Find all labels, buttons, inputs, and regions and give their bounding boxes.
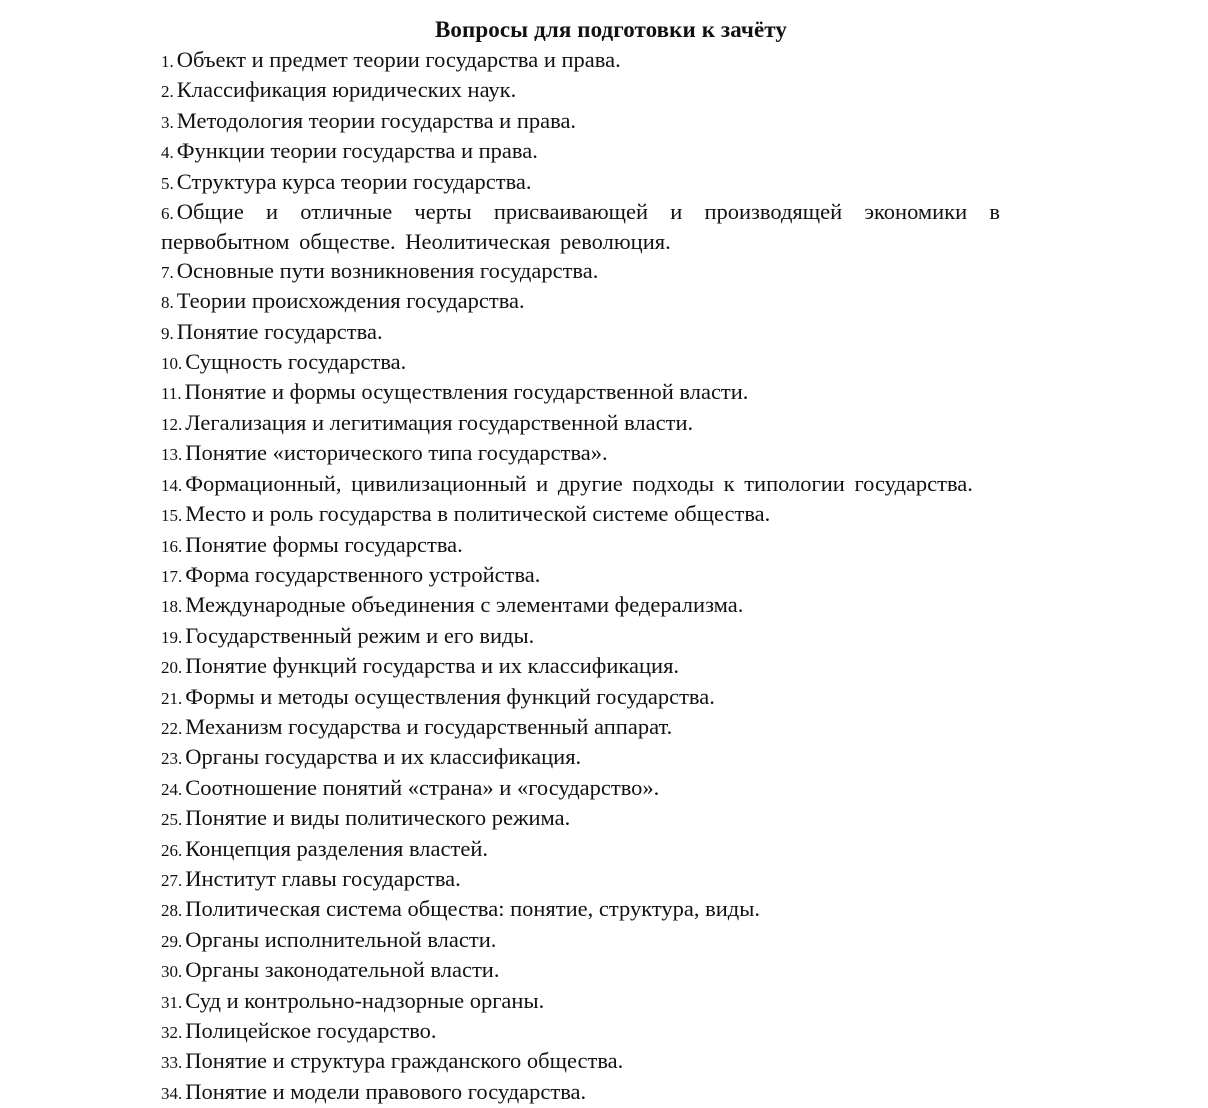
question-item xyxy=(161,591,1000,621)
question-number: 4. xyxy=(161,143,174,163)
question-item xyxy=(161,622,1000,652)
question-item xyxy=(161,987,1000,1017)
question-item xyxy=(161,470,1000,500)
question-text: Форма государственного устройства. xyxy=(185,561,541,587)
question-text: Понятие функций государства и их классификация. xyxy=(185,653,680,679)
question-text: Общие и отличные черты присваивающей и производящей экономики в первобытном обществе. Неолитическая революция. xyxy=(161,199,1000,255)
question-item xyxy=(161,956,1000,986)
question-item xyxy=(161,683,1000,713)
question-item xyxy=(161,137,1000,167)
question-item xyxy=(161,378,1000,408)
question-item xyxy=(161,652,1000,682)
question-number: 26. xyxy=(161,840,183,860)
question-number: 2. xyxy=(161,82,174,102)
question-number: 19. xyxy=(161,627,183,647)
question-text: Политическая система общества: понятие, структура, виды. xyxy=(185,896,760,922)
question-number: 3. xyxy=(161,112,174,132)
question-text: Легализация и легитимация государственной власти. xyxy=(185,409,694,435)
question-text: Формы и методы осуществления функций государства. xyxy=(185,683,715,709)
question-text: Международные объединения с элементами федерализма. xyxy=(185,592,744,618)
question-text: Органы государства и их классификация. xyxy=(185,744,582,770)
question-number: 32. xyxy=(161,1023,183,1042)
question-number: 24. xyxy=(161,779,183,799)
question-text: Механизм государства и государственный аппарат. xyxy=(185,713,673,739)
question-item xyxy=(161,257,1000,287)
question-text: Понятие и формы осуществления государственной власти. xyxy=(184,379,749,405)
question-number: 15. xyxy=(161,506,183,526)
question-number: 14. xyxy=(161,475,183,495)
question-item xyxy=(161,743,1000,773)
question-text: Основные пути возникновения государства. xyxy=(176,257,599,283)
question-text: Функции теории государства и права. xyxy=(176,138,538,164)
question-number: 22. xyxy=(161,718,183,738)
question-number: 6. xyxy=(161,204,174,224)
question-item xyxy=(161,713,1000,743)
question-item xyxy=(161,348,1000,378)
question-item xyxy=(161,865,1000,895)
document-title: Вопросы для подготовки к зачёту xyxy=(434,17,788,42)
question-text: Место и роль государства в политической системе общества. xyxy=(185,501,771,527)
question-text: Объект и предмет теории государства и права. xyxy=(176,47,621,72)
question-text: Понятие и модели правового государства. xyxy=(185,1078,587,1104)
question-text: Понятие формы государства. xyxy=(185,531,463,557)
question-item xyxy=(161,561,1000,591)
question-number: 18. xyxy=(161,597,183,617)
question-text: Понятие государства. xyxy=(176,318,383,344)
question-text: Государственный режим и его виды. xyxy=(185,622,535,648)
question-item xyxy=(161,500,1000,530)
question-item xyxy=(161,46,1000,76)
question-text: Понятие и структура гражданского общества. xyxy=(185,1048,624,1074)
question-text: Понятие и виды политического режима. xyxy=(185,805,571,831)
question-number: 9. xyxy=(161,323,174,343)
question-text: Органы исполнительной власти. xyxy=(185,926,497,952)
question-item xyxy=(161,1017,1000,1047)
question-item xyxy=(161,1047,1000,1077)
question-text: Методология теории государства и права. xyxy=(176,107,577,133)
questions-list xyxy=(161,46,1000,1108)
question-item xyxy=(161,804,1000,834)
question-number: 8. xyxy=(161,293,174,313)
question-text: Понятие «исторического типа государства». xyxy=(185,440,608,466)
question-item xyxy=(161,318,1000,348)
question-item xyxy=(161,926,1000,956)
question-number: 17. xyxy=(161,566,183,586)
question-item xyxy=(161,168,1000,198)
question-item xyxy=(161,895,1000,925)
question-number: 34. xyxy=(161,1083,183,1103)
question-text: Сущность государства. xyxy=(185,349,407,375)
question-number: 16. xyxy=(161,536,183,556)
question-number: 12. xyxy=(161,414,183,434)
question-text: Органы законодательной власти. xyxy=(185,957,500,983)
question-number: 20. xyxy=(161,658,183,678)
question-number: 13. xyxy=(161,445,183,465)
question-item xyxy=(161,76,1000,106)
question-number: 21. xyxy=(161,688,183,708)
question-item xyxy=(161,1078,1000,1108)
question-item xyxy=(161,287,1000,317)
question-item xyxy=(161,107,1000,137)
question-number: 1. xyxy=(161,52,174,71)
question-text: Суд и контрольно-надзорные органы. xyxy=(185,987,545,1013)
question-text: Концепция разделения властей. xyxy=(185,835,488,861)
question-text: Структура курса теории государства. xyxy=(176,168,532,194)
question-item xyxy=(161,774,1000,804)
question-item xyxy=(161,531,1000,561)
question-item xyxy=(161,198,1000,257)
question-text: Формационный, цивилизационный и другие подходы к типологии государства. xyxy=(185,470,973,496)
question-number: 31. xyxy=(161,992,183,1012)
question-number: 7. xyxy=(161,262,174,282)
question-number: 29. xyxy=(161,931,183,951)
question-text: Классификация юридических наук. xyxy=(176,77,517,103)
question-number: 10. xyxy=(161,354,183,374)
question-number: 25. xyxy=(161,810,183,830)
question-text: Теории происхождения государства. xyxy=(176,288,525,314)
question-text: Полицейское государство. xyxy=(185,1018,437,1043)
question-number: 27. xyxy=(161,870,183,890)
question-item xyxy=(161,439,1000,469)
question-number: 5. xyxy=(161,173,174,193)
question-item xyxy=(161,409,1000,439)
question-number: 23. xyxy=(161,749,183,769)
question-text: Институт главы государства. xyxy=(185,865,461,891)
question-text: Соотношение понятий «страна» и «государство». xyxy=(185,774,660,800)
question-item xyxy=(161,835,1000,865)
question-number: 30. xyxy=(161,962,183,982)
question-number: 11. xyxy=(161,384,182,404)
question-number: 28. xyxy=(161,901,183,921)
question-number: 33. xyxy=(161,1053,183,1073)
